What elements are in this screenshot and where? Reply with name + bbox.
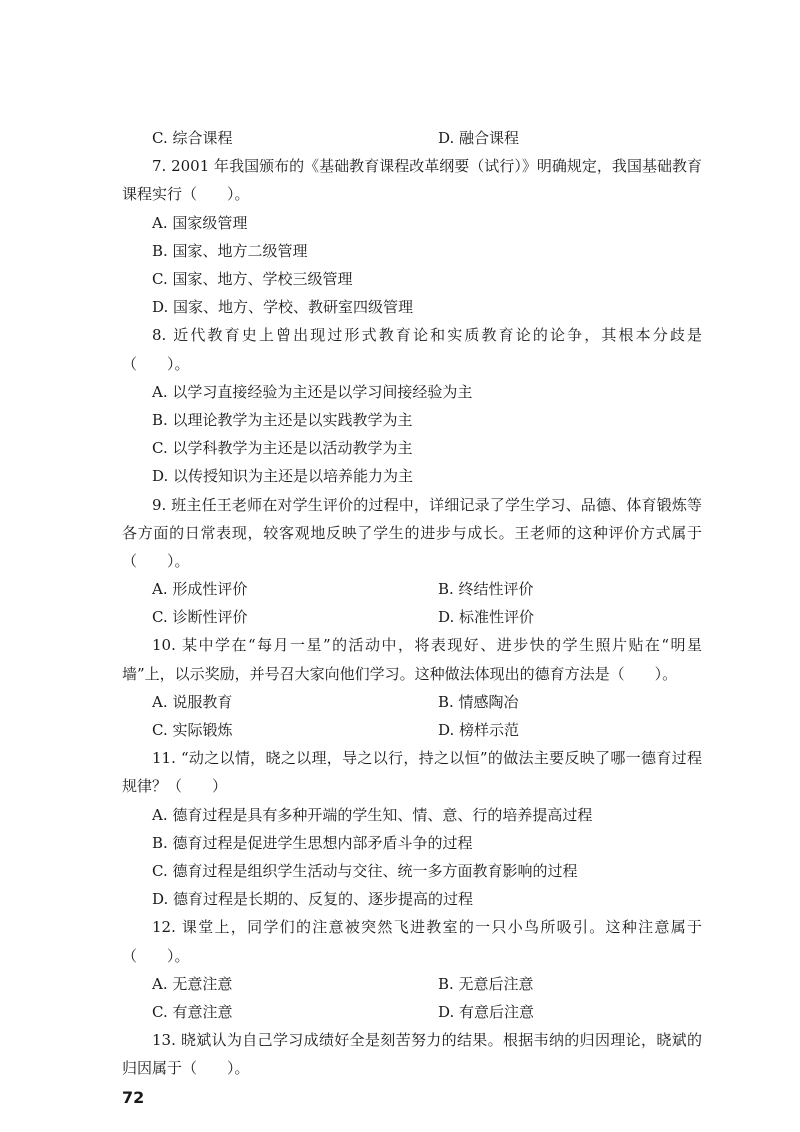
- question-7-option-a: A. 国家级管理: [152, 213, 248, 232]
- question-12-options-row-2: [122, 998, 702, 1026]
- option-row: [122, 124, 702, 152]
- option-c: C. 综合课程: [152, 129, 233, 147]
- question-11-stem: 11. “动之以情，晓之以理，导之以行，持之以恒”的做法主要反映了哪一德育过程规律？（ ）: [122, 749, 702, 796]
- question-8-option-b: B. 以理论教学为主还是以实践教学为主: [152, 410, 413, 429]
- question-9-options-row-1: [122, 575, 702, 603]
- question-12-options-row-1: [122, 970, 702, 998]
- question-9-options-row-2: [122, 603, 702, 631]
- option-d: D. 融合课程: [438, 129, 520, 147]
- question-7-option-b: B. 国家、地方二级管理: [152, 241, 308, 260]
- question-8-stem: 8. 近代教育史上曾出现过形式教育论和实质教育论的论争，其根本分歧是（ ）。: [122, 326, 702, 373]
- question-10-options-row-2: [122, 716, 702, 744]
- question-7-stem: 7. 2001 年我国颁布的《基础教育课程改革纲要（试行）》明确规定，我国基础教育课程实行（ ）。: [122, 157, 702, 204]
- question-12-option-a: A. 无意注意: [152, 974, 233, 993]
- question-12-option-c: C. 有意注意: [152, 1003, 233, 1022]
- question-11-option-d: D. 德育过程是长期的、反复的、逐步提高的过程: [152, 890, 474, 909]
- question-9-option-b: B. 终结性评价: [438, 580, 534, 599]
- question-8-option-a: A. 以学习直接经验为主还是以学习间接经验为主: [152, 382, 473, 401]
- question-10-option-b: B. 情感陶冶: [438, 692, 519, 711]
- page-number: 72: [122, 1088, 145, 1107]
- question-9-option-d: D. 标准性评价: [438, 608, 535, 627]
- question-11-option-b: B. 德育过程是促进学生思想内部矛盾斗争的过程: [152, 833, 473, 852]
- question-12-stem: 12. 课堂上，同学们的注意被突然飞进教室的一只小鸟所吸引。这种注意属于（ ）。: [122, 918, 702, 965]
- question-9-option-c: C. 诊断性评价: [152, 608, 248, 627]
- question-7-option-c: C. 国家、地方、学校三级管理: [152, 269, 353, 288]
- question-11-option-a: A. 德育过程是具有多种开端的学生知、情、意、行的培养提高过程: [152, 805, 593, 824]
- question-13-stem: 13. 晓斌认为自己学习成绩好全是刻苦努力的结果。根据韦纳的归因理论，晓斌的归因属于（ ）。: [122, 1031, 702, 1078]
- document-body: [122, 124, 702, 1083]
- question-8-option-c: C. 以学科教学为主还是以活动教学为主: [152, 439, 413, 458]
- question-10-option-d: D. 榜样示范: [438, 721, 520, 740]
- question-11-option-c: C. 德育过程是组织学生活动与交往、统一多方面教育影响的过程: [152, 862, 578, 881]
- question-8-option-d: D. 以传授知识为主还是以培养能力为主: [152, 467, 414, 486]
- question-9-option-a: A. 形成性评价: [152, 580, 248, 599]
- question-9-stem: 9. 班主任王老师在对学生评价的过程中，详细记录了学生学习、品德、体育锻炼等各方面的日常表现，较客观地反映了学生的进步与成长。王老师的这种评价方式属于（ ）。: [122, 495, 702, 570]
- question-10-option-a: A. 说服教育: [152, 692, 233, 711]
- question-7-option-d: D. 国家、地方、学校、教研室四级管理: [152, 298, 414, 317]
- question-10-option-c: C. 实际锻炼: [152, 721, 233, 740]
- question-10-options-row-1: [122, 688, 702, 716]
- question-12-option-d: D. 有意后注意: [438, 1003, 535, 1022]
- question-12-option-b: B. 无意后注意: [438, 974, 534, 993]
- question-10-stem: 10. 某中学在“每月一星”的活动中，将表现好、进步快的学生照片贴在“明星墙”上，以示奖励，并号召大家向他们学习。这种做法体现出的德育方法是（ ）。: [122, 636, 702, 683]
